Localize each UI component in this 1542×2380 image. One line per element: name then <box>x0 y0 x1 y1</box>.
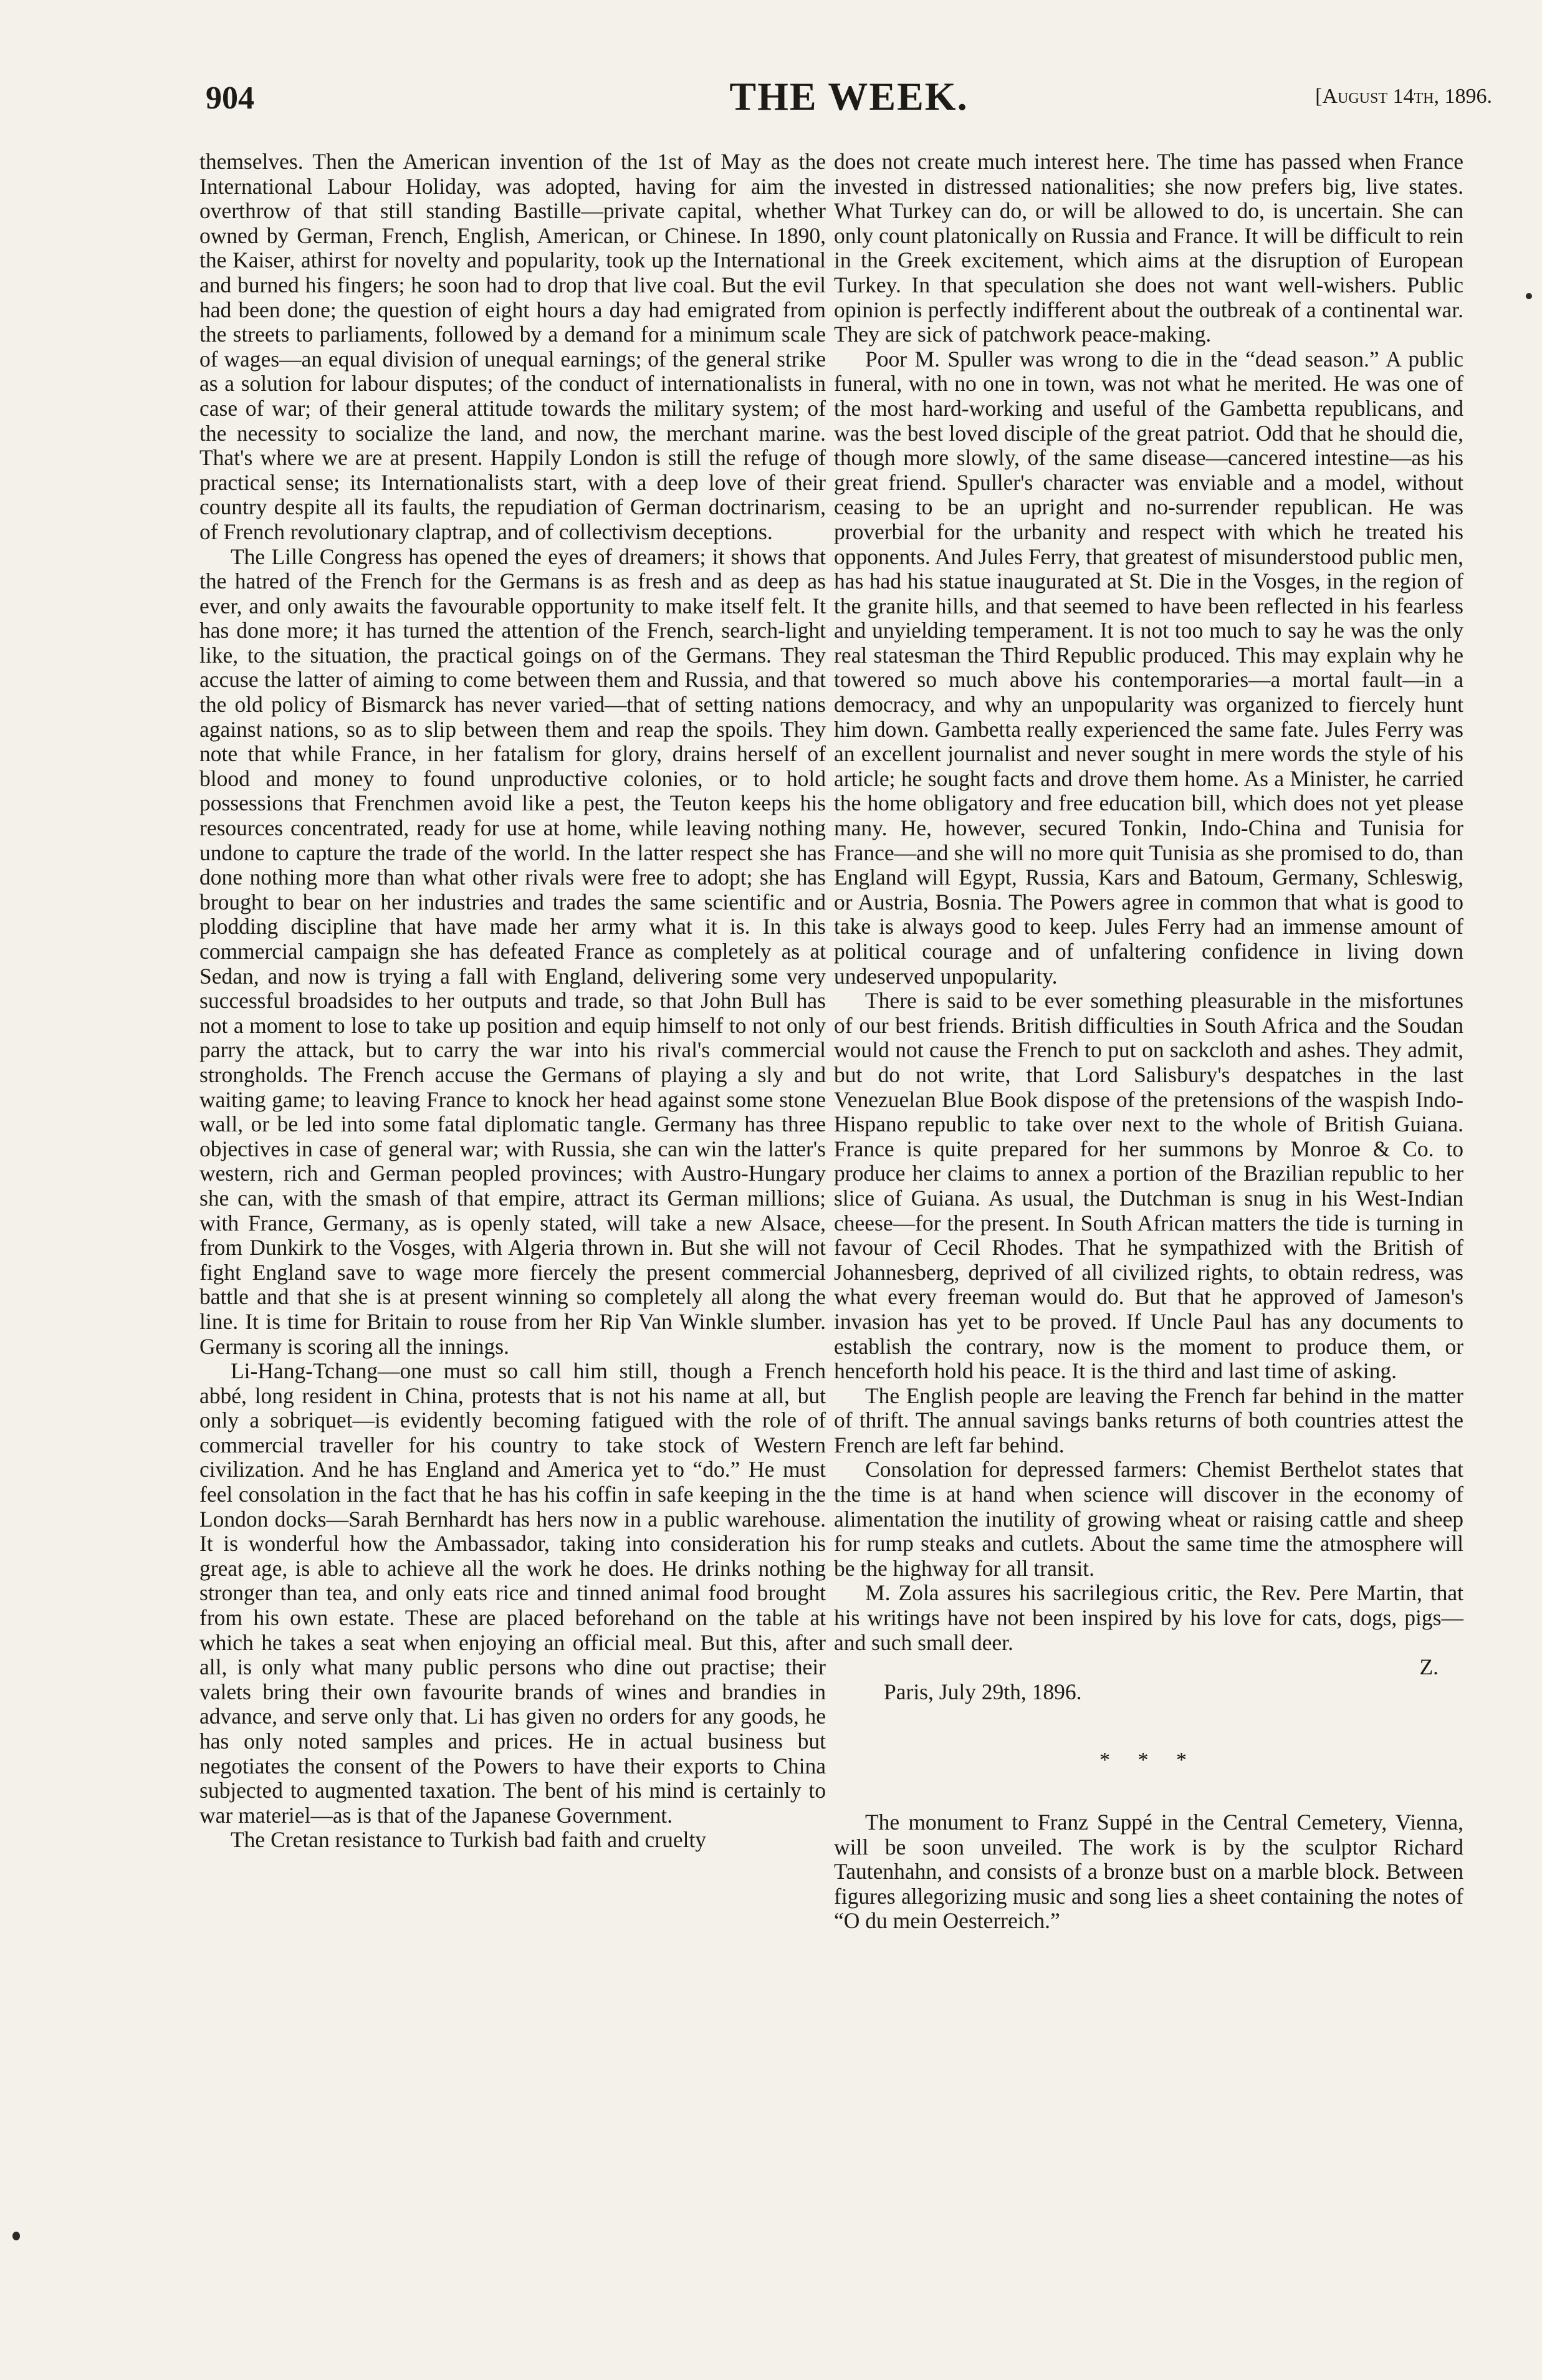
dateline: Paris, July 29th, 1896. <box>884 1679 1082 1704</box>
paragraph: Consolation for depressed farmers: Chemist Berthelot states that the time is at hand when science will discover in the economy of alimentation the inutility of growing wheat or raising cattle and sheep for rump steaks and cutlets. About the same time the atmosphere will be the highway for all transit. <box>834 1457 1463 1581</box>
author-signature: Z. <box>1419 1654 1439 1680</box>
paragraph: The monument to Franz Suppé in the Central Cemetery, Vienna, will be soon unveiled. The work is by the sculptor Richard Tautenhahn, and consists of a bronze bust on a marble block. Between figures allegorizing music and song lies a sheet containing the notes of “O du mein Oesterreich.” <box>834 1810 1463 1934</box>
masthead-title: THE WEEK. <box>729 74 969 118</box>
right-column <box>834 150 1463 1934</box>
paragraph: Li-Hang-Tchang—one must so call him still, though a French abbé, long resident in China, protests that is not his name at all, but only a sobriquet—is evidently becoming fatigued with the role of commercial traveller for his country to take stock of Western civilization. And he has England and America yet to “do.” He must feel consolation in the fact that he has his coffin in safe keeping in the London docks—Sarah Bernhardt has hers now in a public warehouse. It is wonderful how the Ambassador, taking into consideration his great age, is able to achieve all the work he does. He drinks nothing stronger than tea, and only eats rice and tinned animal food brought from his own estate. These are placed beforehand on the table at which he takes a seat when enjoying an official meal. But this, after all, is only what many public persons who dine out practise; their valets bring their own favourite brands of wines and brandies in advance, and serve only that. Li has given no orders for any goods, he has only noted samples and prices. He in actual business but negotiates the consent of the Powers to have their exports to China subjected to augmented taxation. The bent of his mind is certainly to war materiel—as is that of the Japanese Government. <box>199 1358 826 1828</box>
paragraph: themselves. Then the American invention of the 1st of May as the International Labour Holiday, was adopted, having for aim the overthrow of that still standing Bastille—private capital, whether owned by German, French, English, American, or Chinese. In 1890, the Kaiser, athirst for novelty and popularity, took up the International and burned his fingers; he soon had to drop that live coal. But the evil had been done; the question of eight hours a day had emigrated from the streets to parliaments, followed by a demand for a minimum scale of wages—an equal division of unequal earnings; of the general strike as a solution for labour disputes; of the conduct of internationalists in case of war; of their general attitude towards the military system; of the necessity to socialize the land, and now, the merchant marine. That's where we are at present. Happily London is still the refuge of practical sense; its Internationalists start, with a deep love of their country despite all its faults, the repudiation of German doctrinarism, of French revolutionary claptrap, and of collectivism deceptions. <box>199 149 826 544</box>
issue-date: [August 14th, 1896. <box>1315 85 1492 108</box>
print-speck <box>1526 293 1532 299</box>
section-separator: * * * <box>1099 1749 1198 1772</box>
print-speck <box>12 2232 20 2240</box>
paragraph: The Cretan resistance to Turkish bad faith and cruelty <box>231 1827 707 1853</box>
paragraph: The Lille Congress has opened the eyes of dreamers; it shows that the hatred of the French for the Germans is as fresh and as deep as ever, and only awaits the favourable opportunity to make itself felt. It has done more; it has turned the attention of the French, search-light like, to the situation, the practical goings on of the Germans. They accuse the latter of aiming to come between them and Russia, and that the old policy of Bismarck has never varied—that of setting nations against nations, so as to slip between them and reap the spoils. They note that while France, in her fatalism for glory, drains herself of blood and money to found unproductive colonies, or to hold possessions that Frenchmen avoid like a pest, the Teuton keeps his resources concentrated, ready for use at home, while leaving nothing undone to capture the trade of the world. In the latter respect she has done nothing more than what other rivals were free to adopt; she has brought to bear on her industries and trades the same scientific and plodding discipline that have made her army what it is. In this commercial campaign she has defeated France as completely as at Sedan, and now is trying a fall with England, delivering some very successful broadsides to her outputs and trade, so that John Bull has not a moment to lose to take up position and equip himself to not only parry the attack, but to carry the war into his rival's commercial strongholds. The French accuse the Germans of playing a sly and waiting game; to leaving France to knock her head against some stone wall, or be led into some fatal diplomatic tangle. Germany has three objectives in case of general war; with Russia, she can win the latter's western, rich and German peopled provinces; with Austro-Hungary she can, with the smash of that empire, attract its German millions; with France, Germany, as is openly stated, will take a new Alsace, from Dunkirk to the Vosges, with Algeria thrown in. But she will not fight England save to wage more fiercely the present commercial battle and that she is at present winning so completely all along the line. It is time for Britain to rouse from her Rip Van Winkle slumber. Germany is scoring all the innings. <box>199 544 826 1359</box>
page-number: 904 <box>206 80 254 116</box>
left-column <box>199 150 826 1853</box>
paragraph: does not create much interest here. The time has passed when France invested in distressed nationalities; she now prefers big, live states. What Turkey can do, or will be allowed to do, is uncertain. She can only count platonically on Russia and France. It will be difficult to rein in the Greek excitement, which aims at the disruption of European Turkey. In that speculation she does not want well-wishers. Public opinion is perfectly indifferent about the outbreak of a continental war. They are sick of patchwork peace-making. <box>834 149 1463 347</box>
paragraph: M. Zola assures his sacrilegious critic, the Rev. Pere Martin, that his writings have not been inspired by his love for cats, dogs, pigs—and such small deer. <box>834 1580 1463 1655</box>
page-header <box>206 74 1492 123</box>
paragraph: The English people are leaving the French far behind in the matter of thrift. The annual savings banks returns of both countries attest the French are left far behind. <box>834 1383 1463 1457</box>
paragraph: Poor M. Spuller was wrong to die in the “dead season.” A public funeral, with no one in town, was not what he merited. He was one of the most hard-working and useful of the Gambetta republicans, and was the best loved disciple of the great patriot. Odd that he should die, though more slowly, of the same disease—cancered intestine—as his great friend. Spuller's character was enviable and a model, without ceasing to be an upright and no-surrender republican. He was proverbial for the urbanity and respect with which he treated his opponents. And Jules Ferry, that greatest of misunderstood public men, has had his statue inaugurated at St. Die in the Vosges, in the region of the granite hills, and that seemed to have been reflected in his fearless and unyielding temperament. It is not too much to say he was the only real statesman the Third Republic produced. This may explain why he towered so much above his contemporaries—a mortal fault—in a democracy, and why an unpopularity was organized to fiercely hunt him down. Gambetta really experienced the same fate. Jules Ferry was an excellent journalist and never sought in mere words the style of his article; he sought facts and drove them home. As a Minister, he carried the home obligatory and free education bill, which does not yet please many. He, however, secured Tonkin, Indo-China and Tunisia for France—and she will no more quit Tunisia as she promised to do, than England will Egypt, Russia, Kars and Batoum, Germany, Schleswig, or Austria, Bosnia. The Powers agree in common that what is good to take is always good to keep. Jules Ferry had an immense amount of political courage and of unfaltering confidence in living down undeserved unpopularity. <box>834 346 1463 989</box>
paragraph: There is said to be ever something pleasurable in the misfortunes of our best friends. British difficulties in South Africa and the Soudan would not cause the French to put on sackcloth and ashes. They admit, but do not write, that Lord Salisbury's despatches in the last Venezuelan Blue Book dispose of the pretensions of the waspish Indo-Hispano republic to take over next to the whole of British Guiana. France is quite prepared for her summons by Monroe & Co. to produce her claims to annex a portion of the Brazilian republic to her slice of Guiana. As usual, the Dutchman is snug in his West-Indian cheese—for the present. In South African matters the tide is turning in favour of Cecil Rhodes. That he sympathized with the British of Johannesberg, deprived of all civilized rights, to obtain redress, was what every freeman would do. But that he approved of Jameson's invasion has yet to be proved. If Uncle Paul has any documents to establish the contrary, now is the moment to produce them, or henceforth hold his peace. It is the third and last time of asking. <box>834 988 1463 1384</box>
